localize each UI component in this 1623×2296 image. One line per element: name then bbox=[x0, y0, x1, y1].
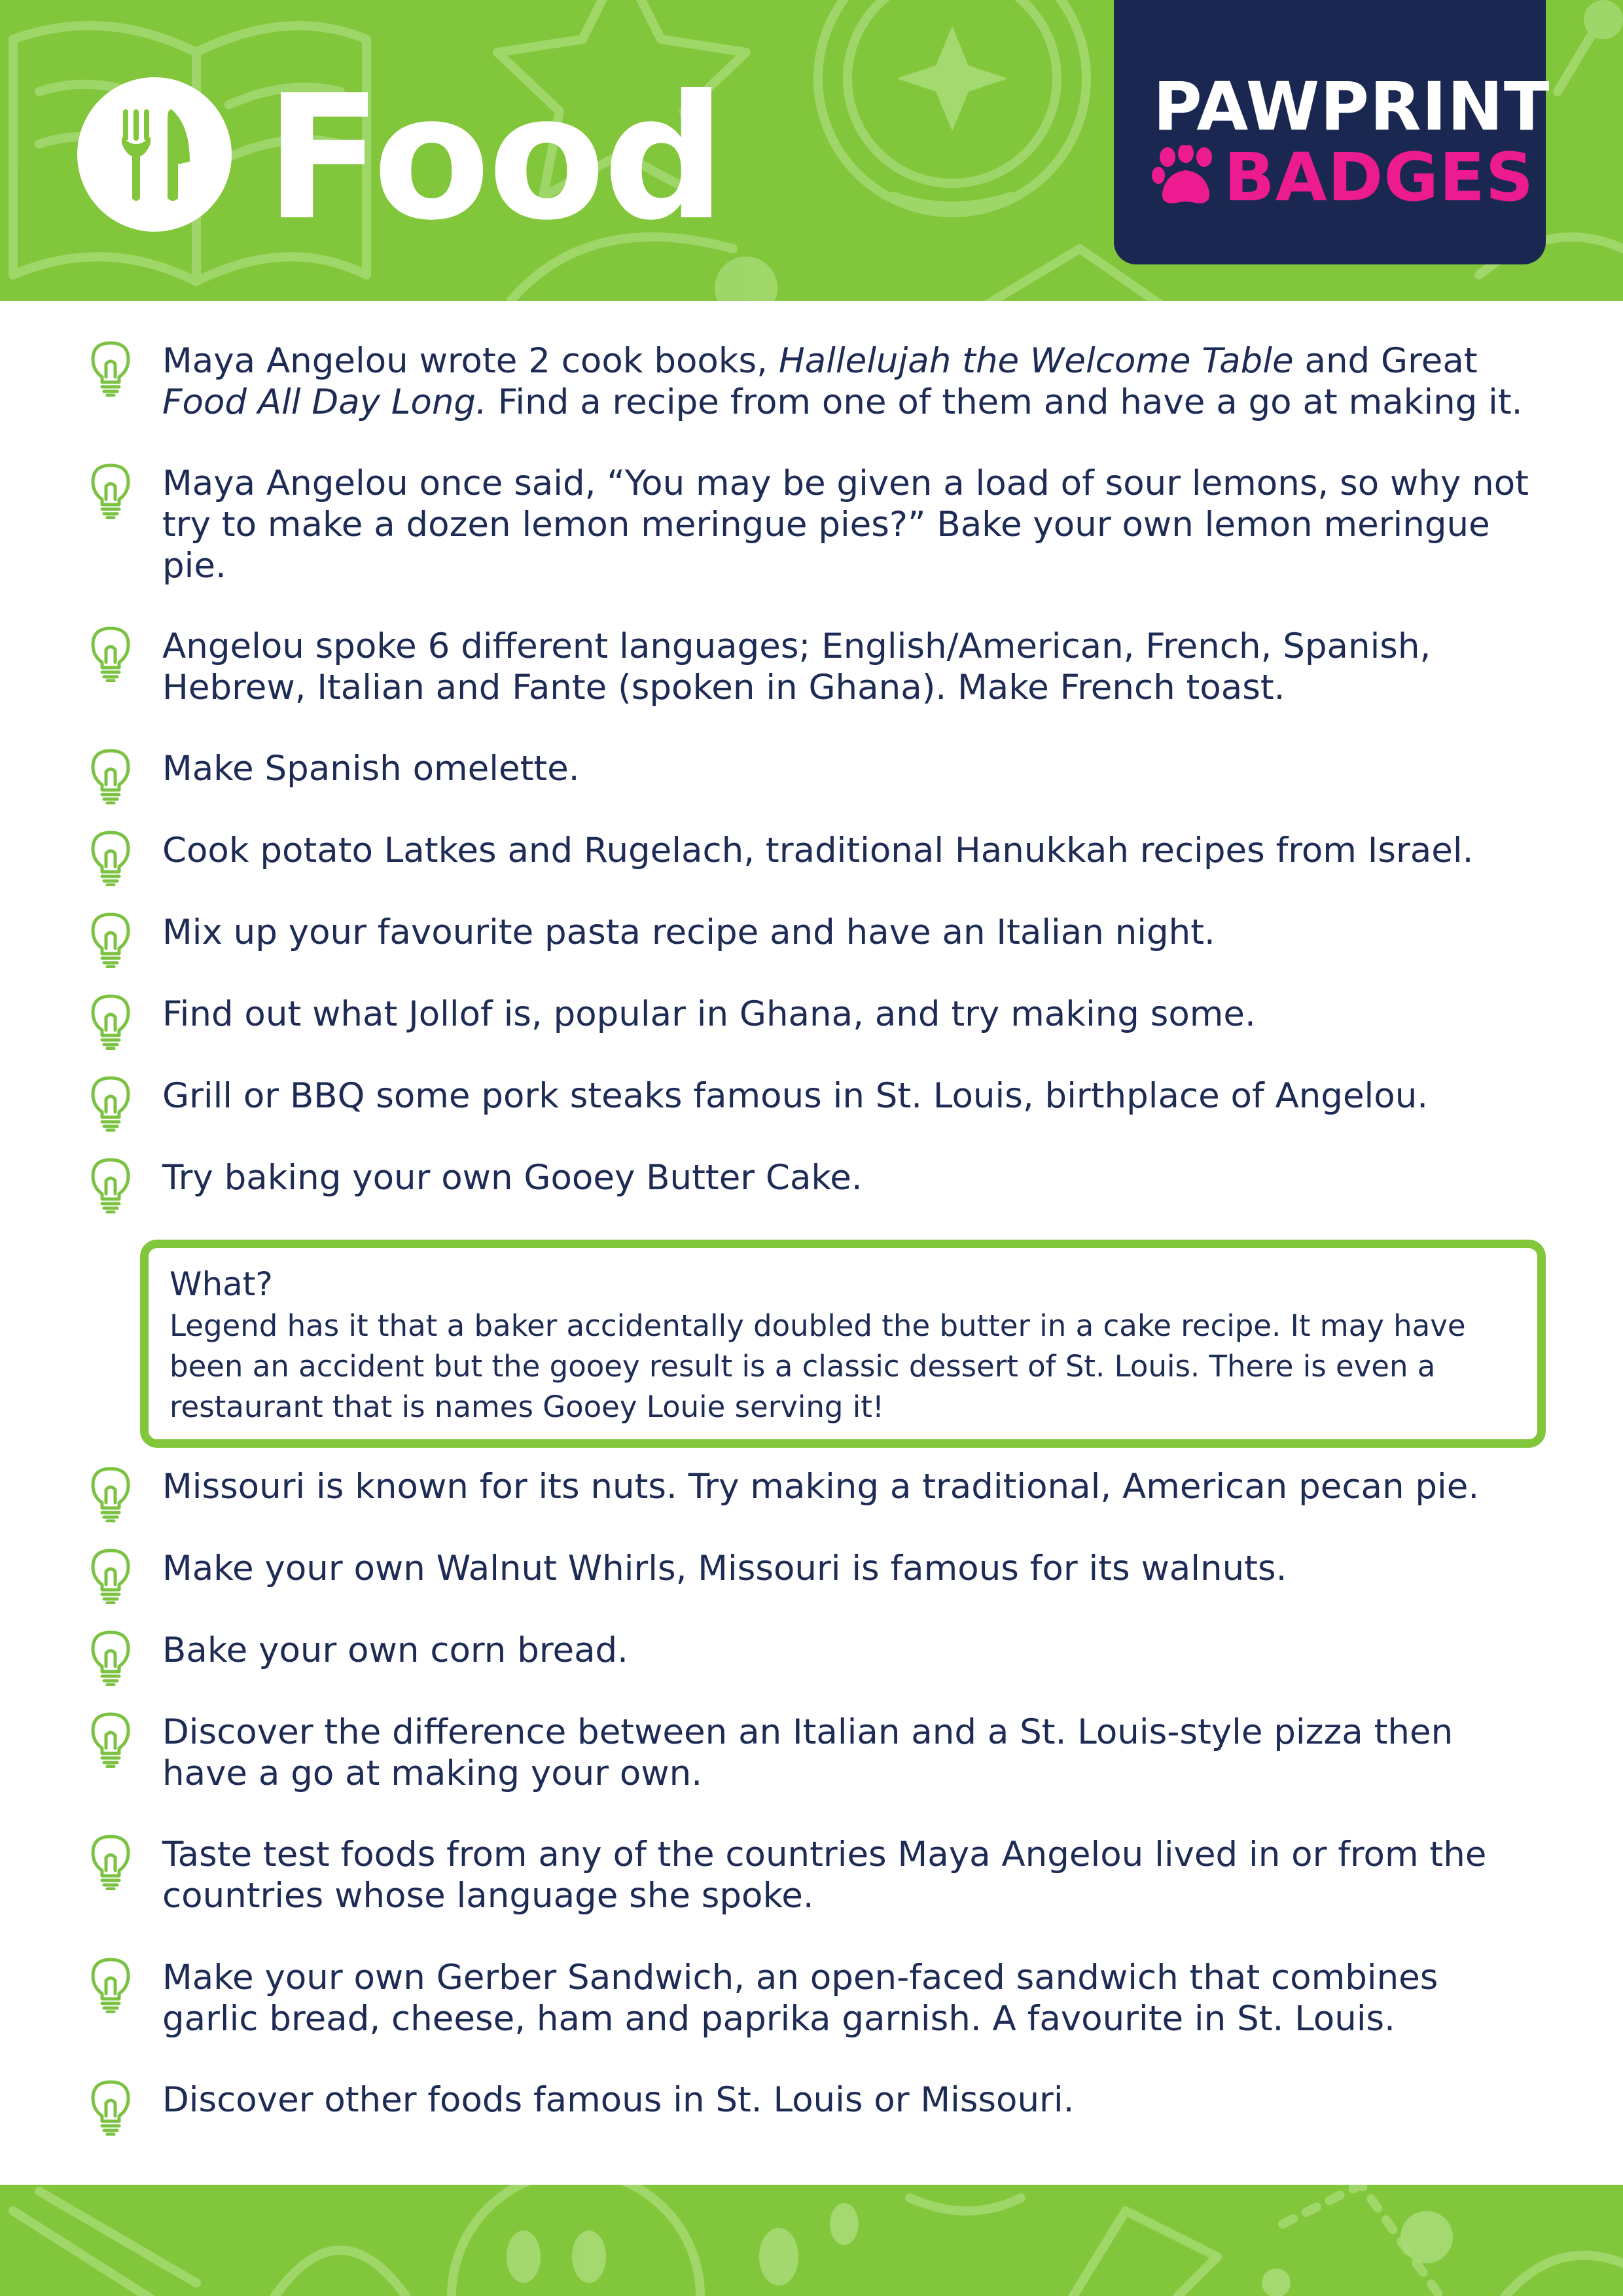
list-item-text: Discover the difference between an Italian and a St. Louis-style pizza then have a go at making your own. bbox=[162, 1712, 1454, 1793]
book-title: Hallelujah the Welcome Table bbox=[778, 341, 1294, 381]
page-title: Food bbox=[265, 58, 723, 258]
list-item-text: Discover other foods famous in St. Louis or Missouri. bbox=[162, 2080, 1075, 2120]
lightbulb-icon bbox=[90, 2079, 131, 2136]
list-item-text: Angelou spoke 6 different languages; English/American, French, Spanish, Hebrew, Italian and Fante (spoken in Ghana). Make French toast. bbox=[162, 626, 1431, 708]
lightbulb-icon bbox=[90, 1466, 131, 1522]
list-item-text: Taste test foods from any of the countries Maya Angelou lived in or from the countries whose language she spoke. bbox=[162, 1835, 1487, 1916]
list-item-text: Make your own Walnut Whirls, Missouri is famous for its walnuts. bbox=[162, 1549, 1287, 1588]
lightbulb-icon bbox=[90, 626, 131, 682]
list-item-text: Cook potato Latkes and Rugelach, traditional Hanukkah recipes from Israel. bbox=[162, 831, 1474, 870]
lightbulb-icon bbox=[90, 1957, 131, 2013]
list-item-text: Mix up your favourite pasta recipe and have an Italian night. bbox=[162, 912, 1215, 952]
lightbulb-icon bbox=[90, 994, 131, 1050]
list-item-text: Missouri is known for its nuts. Try making a traditional, American pecan pie. bbox=[162, 1467, 1480, 1507]
lightbulb-icon bbox=[90, 1630, 131, 1686]
lightbulb-icon bbox=[90, 830, 131, 886]
lightbulb-icon bbox=[90, 912, 131, 968]
lightbulb-icon bbox=[90, 1834, 131, 1890]
lightbulb-icon bbox=[90, 748, 131, 804]
list-item-text: Make Spanish omelette. bbox=[162, 749, 580, 789]
list-item-text: Maya Angelou once said, “You may be given a load of sour lemons, so why not try to make a dozen lemon meringue pies?” Bake your own lemon meringue pie. bbox=[162, 463, 1529, 586]
list-item-text: Find out what Jollof is, popular in Ghana, and try making some. bbox=[162, 994, 1256, 1034]
list-item-text: Bake your own corn bread. bbox=[162, 1630, 629, 1670]
footer-doodle-pattern bbox=[0, 2185, 1623, 2296]
brand-name-bottom: BADGES bbox=[1224, 139, 1535, 217]
info-callout-box bbox=[140, 1240, 1546, 1448]
list-item-text: Make your own Gerber Sandwich, an open-faced sandwich that combines garlic bread, cheese, ham and paprika garnish. A favourite in St. Louis. bbox=[162, 1958, 1438, 2039]
lightbulb-icon bbox=[90, 340, 131, 397]
brand-name-top: PAWPRINT bbox=[1153, 68, 1550, 146]
list-item-text: Maya Angelou wrote 2 cook books, Hallelujah the Welcome Table and Great Food All Day Long. Find a recipe from one of them and have a go at making it. bbox=[162, 341, 1523, 422]
book-title: Food All Day Long. bbox=[162, 382, 487, 422]
info-heading: What? bbox=[169, 1265, 273, 1303]
lightbulb-icon bbox=[90, 1075, 131, 1132]
lightbulb-icon bbox=[90, 1157, 131, 1213]
lightbulb-icon bbox=[90, 463, 131, 519]
lightbulb-icon bbox=[90, 1712, 131, 1768]
info-body: Legend has it that a baker accidentally doubled the butter in a cake recipe. It may have been an accident but the gooey result is a classic dessert of St. Louis. There is even a restaurant that is names Gooey Louie serving it! bbox=[169, 1308, 1466, 1424]
lightbulb-icon bbox=[90, 1548, 131, 1604]
list-item-text: Try baking your own Gooey Butter Cake. bbox=[162, 1158, 863, 1198]
footer-banner bbox=[0, 2185, 1623, 2296]
list-item-text: Grill or BBQ some pork steaks famous in St. Louis, birthplace of Angelou. bbox=[162, 1076, 1429, 1116]
